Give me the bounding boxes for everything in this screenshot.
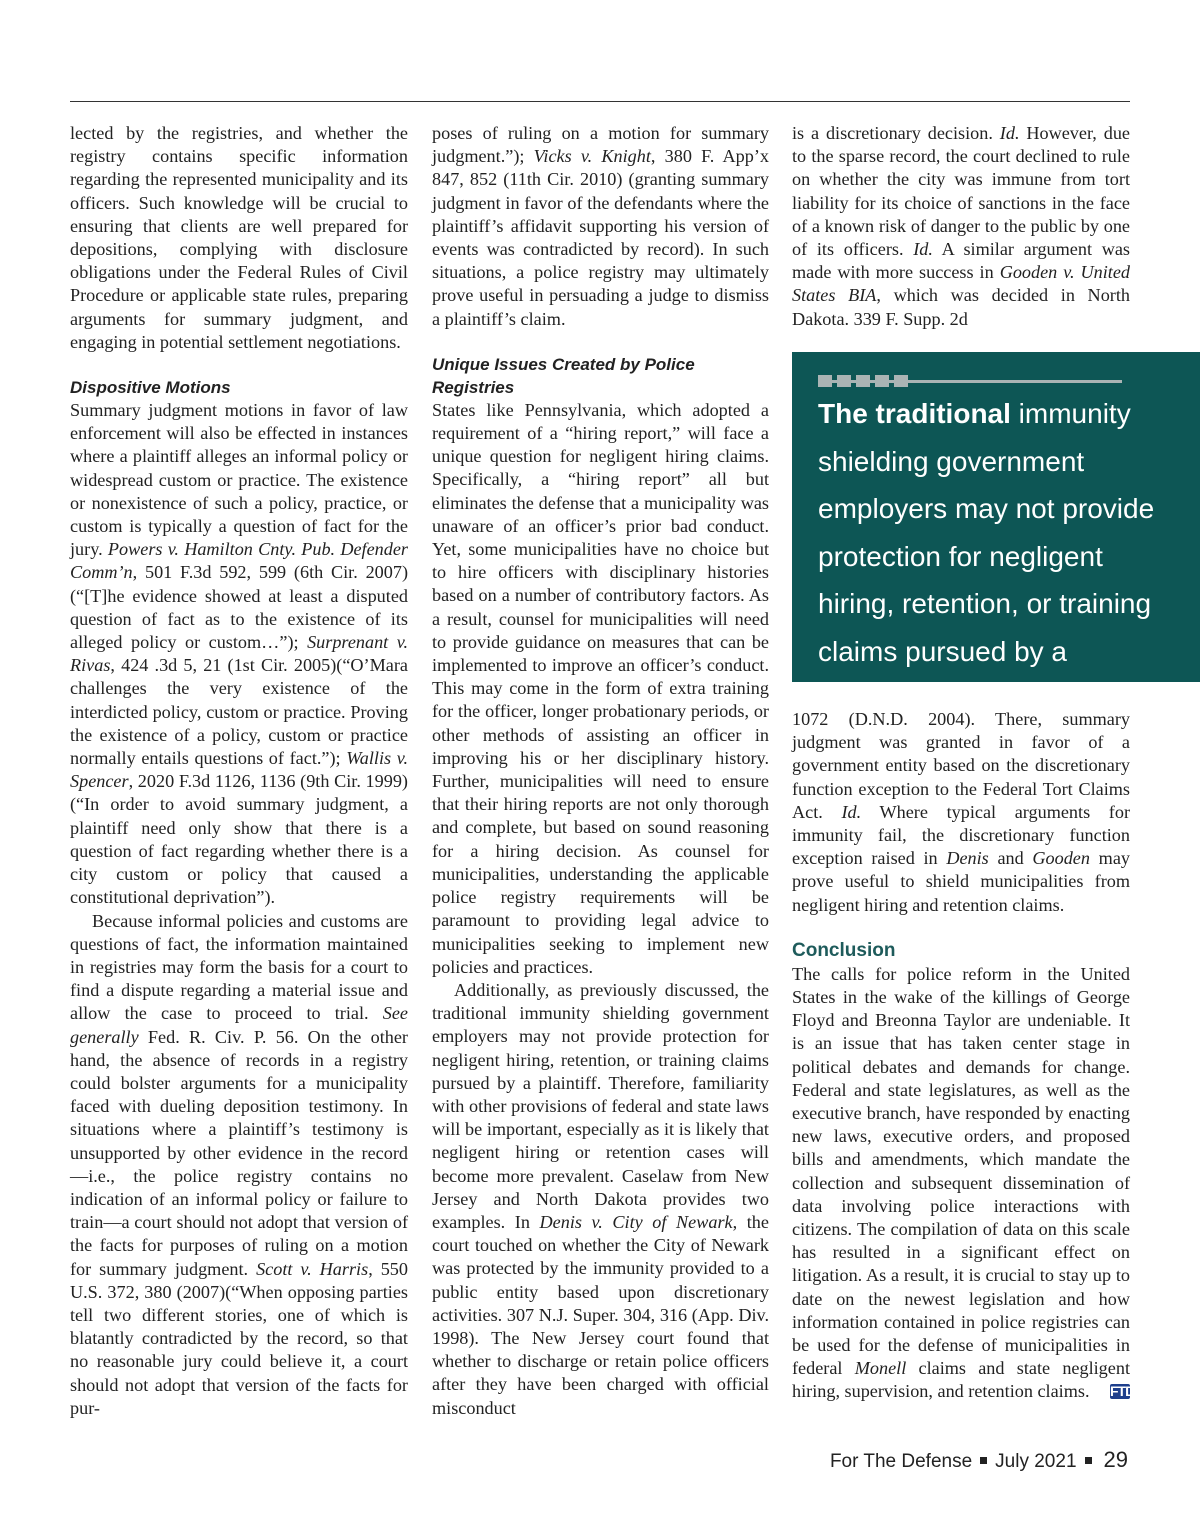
paragraph: Summary judgment motions in favor of law enforcement will also be effected in instances where a plaintiff alleges an informal policy or widespread custom or practice. The existence or nonexistence of such a policy, practice, or custom is typically a question of fact for the jury. Powers v. Hamilton Cnty. Pub. Defender Comm’n, 501 F.3d 592, 599 (6th Cir. 2007)(“[T]he evidence showed at least a disputed question of fact as to the existence of its alleged policy or custom…”); Surprenant v. Rivas, 424 .3d 5, 21 (1st Cir. 2005)(“O’Mara challenges the very existence of the interdicted policy, custom or practice. Proving the existence of a policy, custom or practice normally entails questions of fact.”); Wallis v. Spencer, 2020 F.3d 1126, 1136 (9th Cir. 1999)(“In order to avoid summary judgment, a plaintiff need only show that there is a question of fact regarding whether there is a city custom or policy that caused a constitutional deprivation”). — [70, 400, 409, 908]
case-citation: Vicks v. Knight — [533, 146, 651, 167]
end-mark-icon: FTD — [1110, 1383, 1135, 1400]
paragraph: Because informal policies and customs are questions of fact, the information maintained in registries may form the basis for a court to find a dispute regarding a material issue and allow the case to proceed to trial. See generally Fed. R. Civ. P. 56. On the other hand, the absence of records in a registry could bolster arguments for a municipality faced with dueling deposition testimony. In situations where a plaintiff’s testimony is unsupported by other evidence in the record—i.e., the police registry contains no indication of an informal policy or failure to train—a court should not adopt that version of the facts for purposes of ruling on a motion for summary judgment. Scott v. Harris, 550 U.S. 372, 380 (2007)(“When opposing parties tell two different stories, one of which is blatantly contradicted by the record, so that no reasonable jury could believe it, a court should not adopt that version of the facts for pur- — [70, 910, 408, 1418]
case-citation: Scott v. Harris — [256, 1258, 369, 1279]
paragraph: 1072 (D.N.D. 2004). There, summary judgment was granted in favor of a government entity based on the discretionary function exception to the Federal Tort Claims Act. Id. Where typical arguments for immunity fail, the discretionary function exception raised in Denis and Gooden may prove useful to shield municipalities from negligent hiring and retention claims. — [792, 709, 1130, 915]
case-citation: Denis v. City of Newark — [539, 1211, 733, 1232]
top-rule — [70, 101, 1130, 102]
case-citation: Surprenant v. Rivas — [70, 632, 409, 676]
column-3-top — [792, 122, 1130, 331]
section-heading-dispositive-motions: Dispositive Motions — [70, 378, 231, 398]
paragraph: is a discretionary decision. Id. However, due to the sparse record, the court declined to rule on whether the city was immune from tort liability for its choice of sanctions in the face of a known risk of danger to the public by one of its officers. Id. A similar argument was made with more success in Gooden v. United States BIA, which was decided in North Dakota. 339 F. Supp. 2d — [792, 123, 1130, 329]
case-citation: Wallis v. Spencer — [70, 748, 408, 792]
column-3-bottom — [792, 708, 1135, 1404]
paragraph: lected by the registries, and whether the registry contains specific information regarding the represented municipality and its officers. Such knowledge will be crucial to ensuring that clients are well prepared for depositions, complying with disclosure obligations under the Federal Rules of Civil Procedure or applicable state rules, preparing arguments for summary judgment, and engaging in potential settlement negotiations. — [70, 123, 408, 352]
case-citation: Gooden v. United States BIA — [792, 262, 1130, 306]
column-2 — [432, 122, 769, 1420]
paragraph: poses of ruling on a motion for summary judgment.”); Vicks v. Knight, 380 F. App’x 847, 852 (11th Cir. 2010) (granting summary judgment in favor of the defendants where the plaintiff’s affidavit supporting his version of events was contradicted by record). In such situations, a police registry may ultimately prove useful in persuading a judge to dismiss a plaintiff’s claim. — [432, 123, 769, 329]
case-citation: Powers v. Hamilton Cnty. Pub. Defender Comm’n — [70, 539, 408, 583]
pull-quote-text: The traditional immunity shielding government employers may not provide protection for negligent hiring, retention, or training claims pursued by a plaintiff. — [818, 398, 1155, 714]
section-heading-conclusion: Conclusion — [792, 939, 896, 961]
citation-id: Id. — [999, 123, 1020, 143]
signal-phrase: See generally — [70, 1003, 408, 1047]
issue-date: July 2021 — [995, 1451, 1077, 1472]
section-heading-unique-issues: Unique Issues Created by Police Registries — [432, 354, 695, 397]
case-citation: Denis — [946, 848, 989, 869]
separator-square-icon — [980, 1457, 987, 1464]
pull-quote-squares — [818, 375, 908, 387]
paragraph: States like Pennsylvania, which adopted a requirement of a “hiring report,” will face a unique question for negligent hiring claims. Specifically, a “hiring report” all but eliminates the defense that a municipality was unaware of an officer’s prior bad conduct. Yet, some municipalities have no choice but to hire officers with disciplinary histories based on a number of contributory factors. As a result, counsel for municipalities will need to provide guidance on measures that can be implemented to improve an officer’s conduct. This may come in the form of extra training for the officer, longer probationary periods, or other methods of assisting an officer in improving his or her disciplinary history. Further, municipalities will need to ensure that their hiring reports are not only thorough and complete, but based on sound reasoning for a hiring decision. As counsel for municipalities, understanding the applicable police registry requirements will be paramount to providing legal advice to municipalities seeking to implement new policies and practices. — [432, 399, 769, 977]
case-citation: Gooden — [1032, 848, 1090, 869]
citation-id: Id. — [913, 239, 933, 260]
paragraph: Additionally, as previously discussed, the traditional immunity shielding government employers may not provide protection for negligent hiring, retention, or training claims pursued by a plaintiff. Therefore, familiarity with other provisions of federal and state laws will be important, especially as it is likely that negligent hiring or retention cases will become more prevalent. Caselaw from New Jersey and North Dakota provides two examples. In Denis v. City of Newark, the court touched on whether the City of Newark was protected by the immunity provided to a public entity based upon discretionary activities. 307 N.J. Super. 304, 316 (App. Div. 1998). The New Jersey court found that whether to discharge or retain police officers after they have been charged with official misconduct — [432, 979, 769, 1418]
page-number: 29 — [1103, 1447, 1128, 1472]
citation-id: Id. — [841, 801, 862, 822]
publication-name: For The Defense — [829, 1451, 973, 1472]
pull-quote — [792, 352, 1200, 714]
case-citation: Monell — [854, 1358, 907, 1379]
paragraph: The calls for police reform in the United States in the wake of the killings of George Floyd and Breonna Taylor are undeniable. It is an issue that has taken center stage in political debates and demands for change. Federal and state legislatures, as well as the executive branch, have responded by enacting new laws, executive orders, and proposed bills and amendments, which mandate the collection and subsequent dissemination of data involving police interactions with citizens. The compilation of data on this scale has resulted in a significant effect on litigation. As a result, it is crucial to stay up to date on the newest legislation and how information contained in police registries can be used for the defense of municipalities in federal Monell claims and state negligent hiring, supervision, and retention claims. FTD — [792, 963, 1135, 1402]
column-1 — [70, 122, 408, 1420]
page-footer — [830, 1447, 1128, 1473]
separator-square-icon — [1085, 1457, 1092, 1464]
